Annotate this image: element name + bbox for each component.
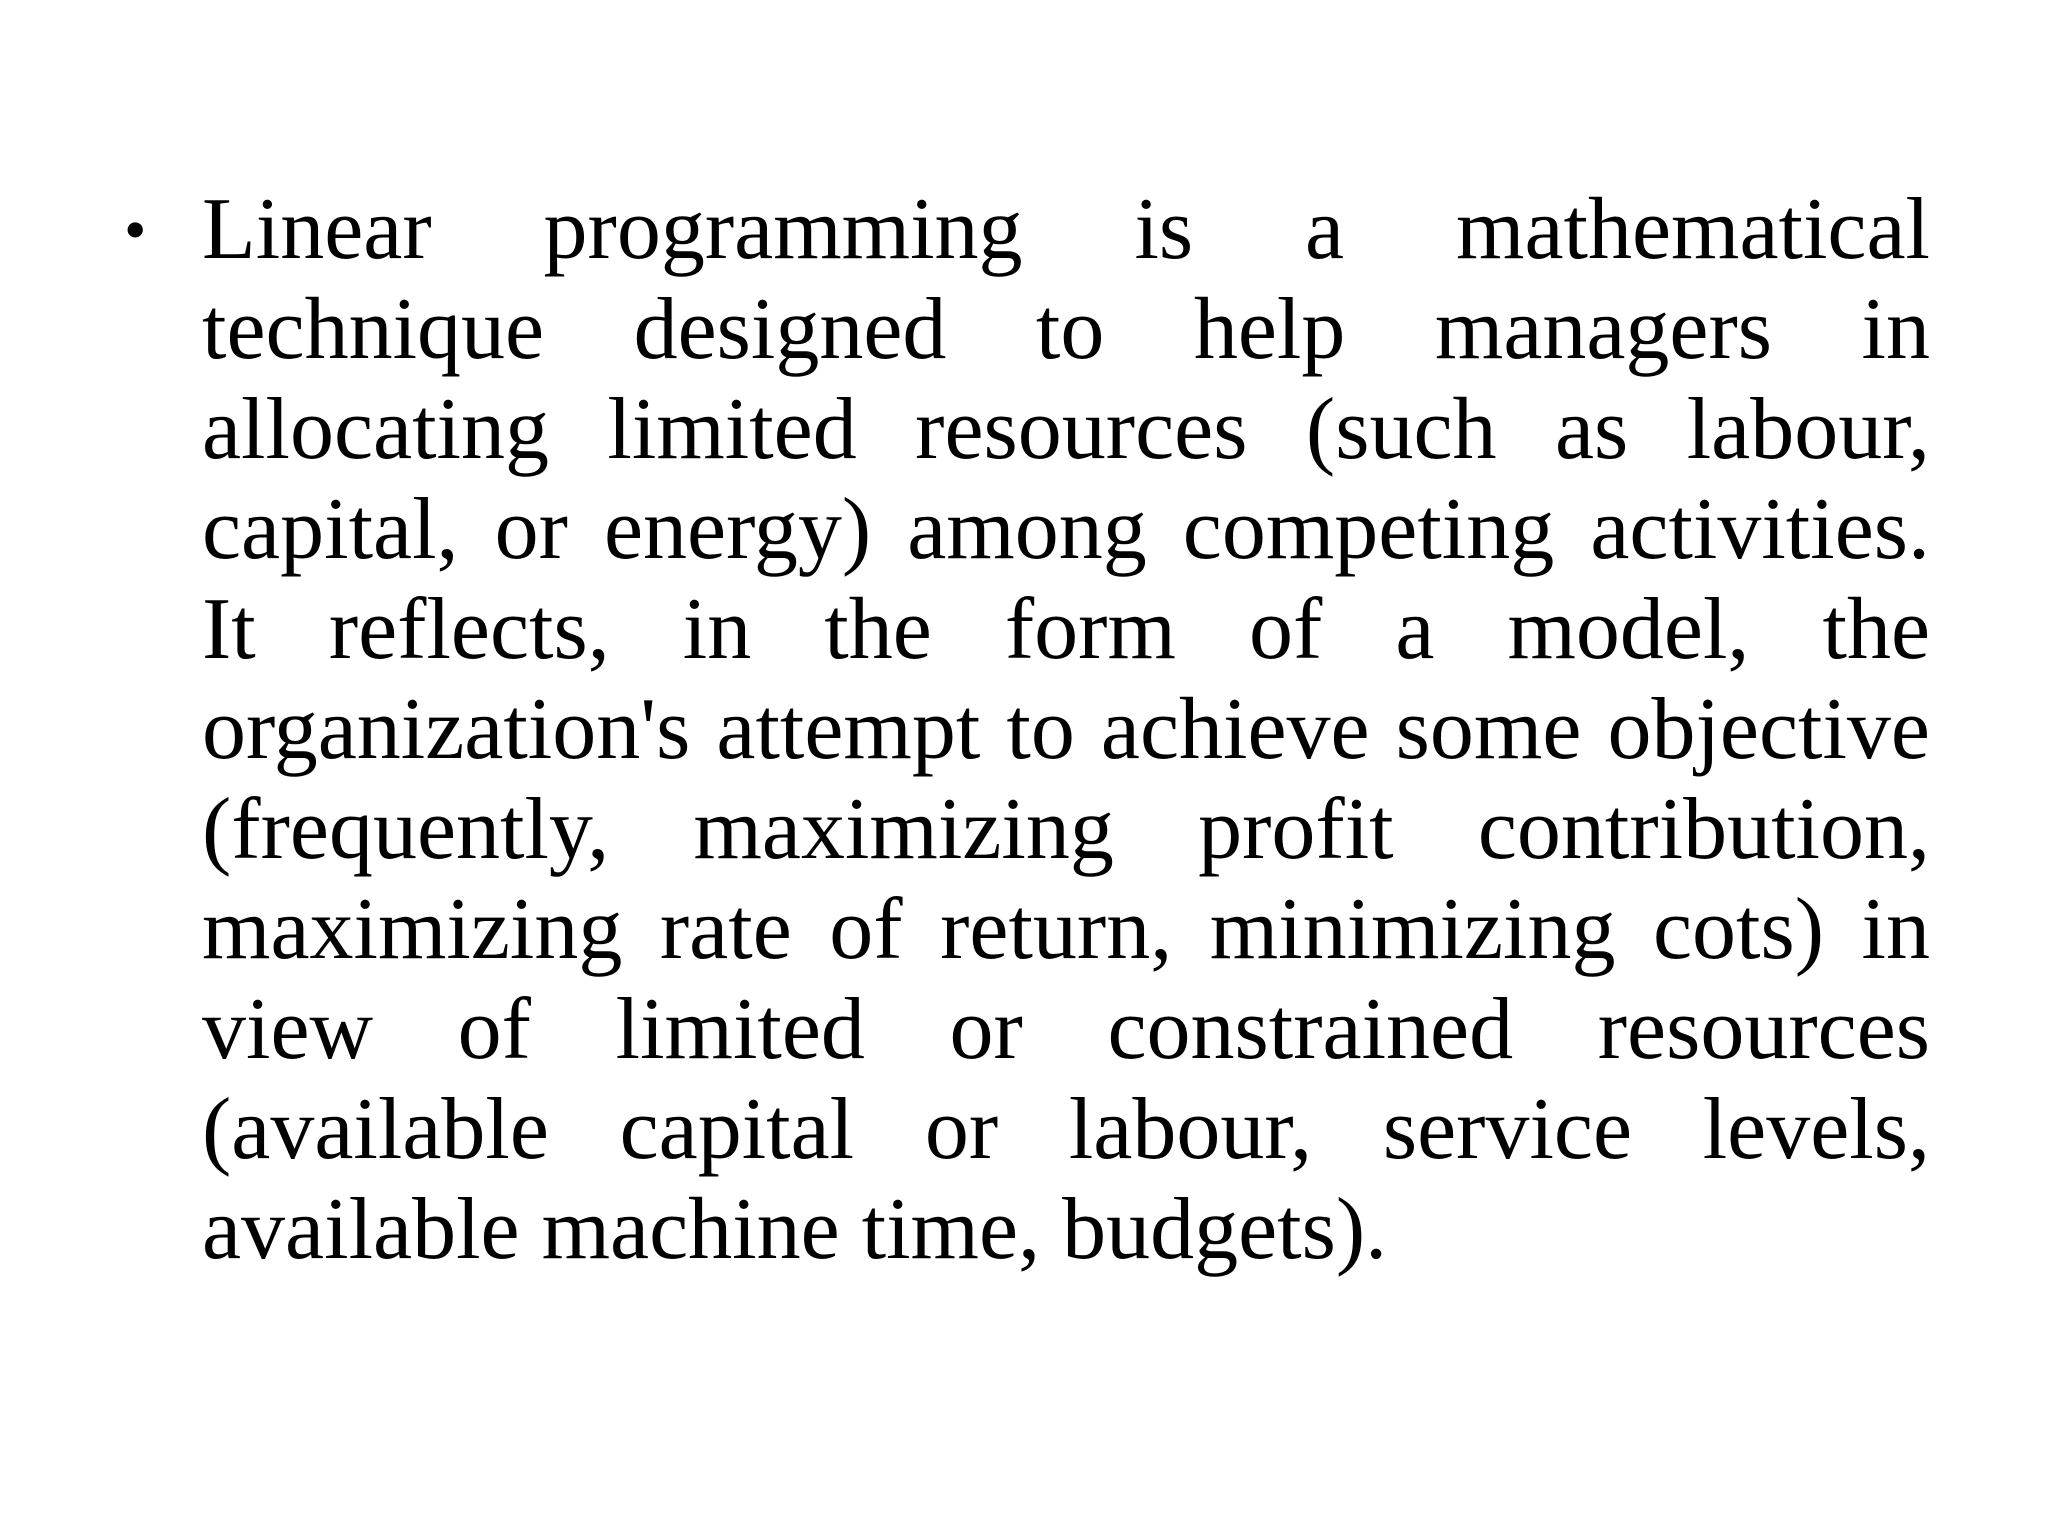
bullet-item [120,180,1930,1280]
bullet-text: Linear programming is a mathematical technique designed to help managers in allocating limited resources (such as labour, capital, or energy) among competing activities. It reflects, in the form of a model, the organization's attempt to achieve some objective (frequently, maximizing profit contribution, maximizing rate of return, minimizing cots) in view of limited or constrained resources (available capital or labour, service levels, available machine time, budgets). [202,181,1930,1278]
bullet-marker-icon: • [124,194,147,265]
